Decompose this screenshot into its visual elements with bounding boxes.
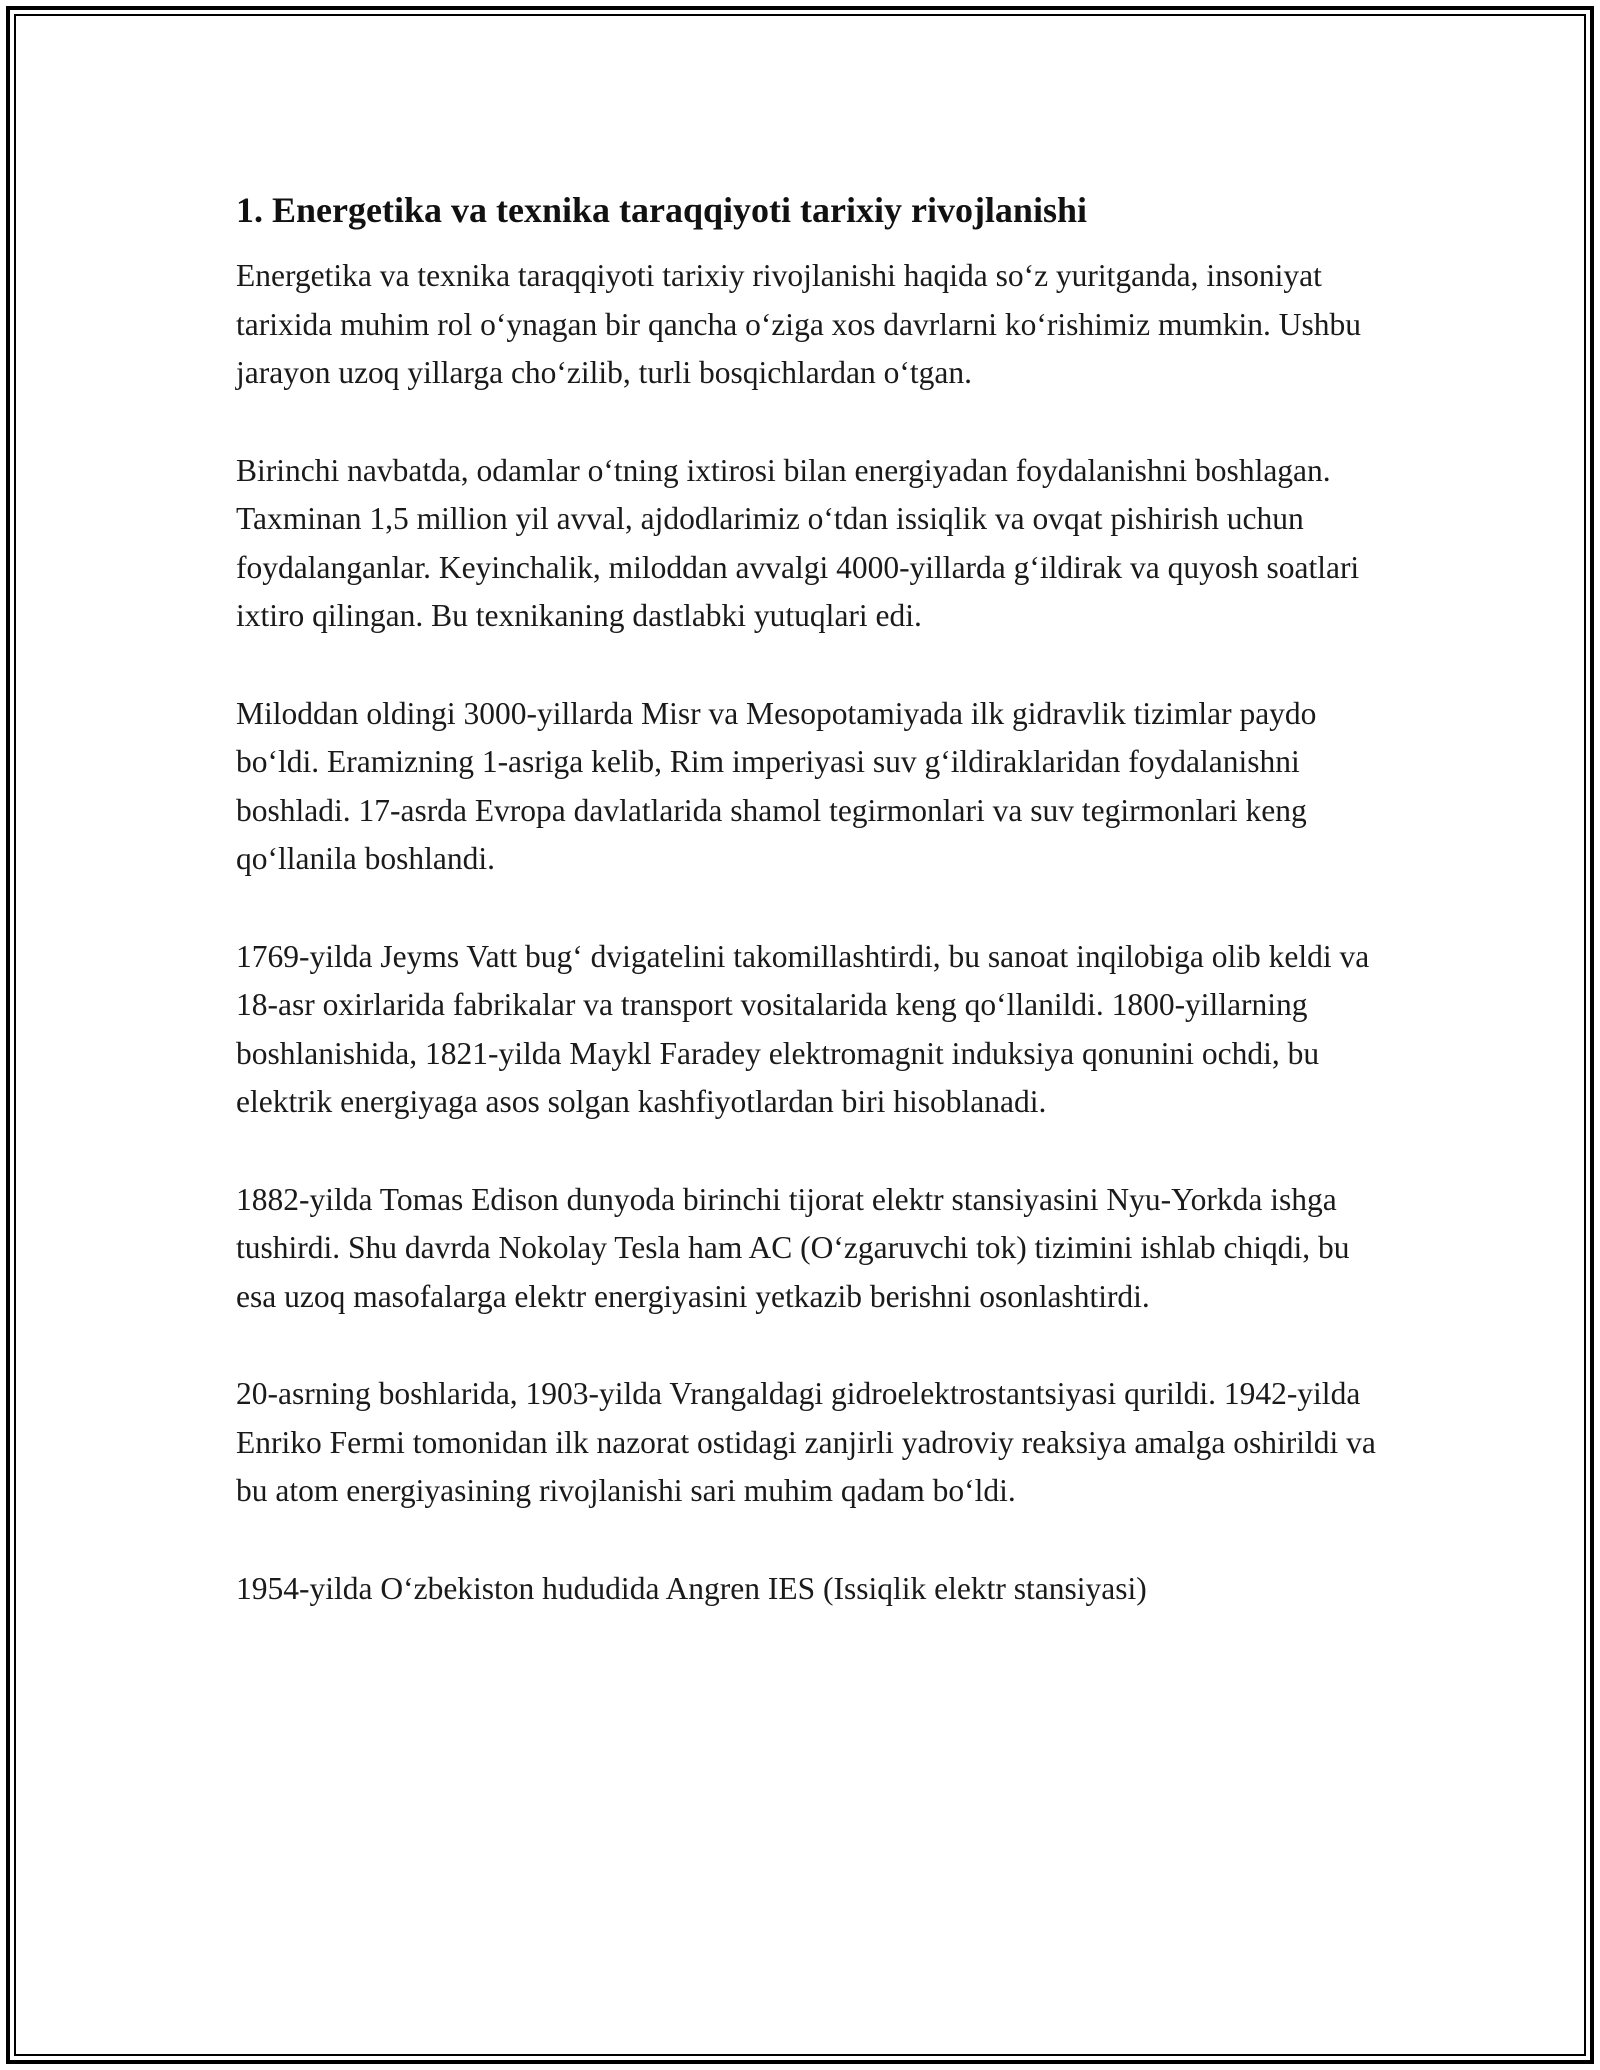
paragraph-steam-engine: 1769-yilda Jeyms Vatt bug‘ dvigatelini takomillashtirdi, bu sanoat inqilobiga olib keldi va 18-asr oxirlarida fabrikalar va transport vositalarida keng qo‘llanildi. 1800-yillarning boshlanishida, 1821-yilda Maykl Faradey elektromagnit induksiya qonunini ochdi, bu elektrik energiyaga asos solgan kashfiyotlardan biri hisoblanadi. xyxy=(236,938,1370,1119)
paragraph-hydraulics: Miloddan oldingi 3000-yillarda Misr va Mesopotamiyada ilk gidravlik tizimlar paydo bo‘ldi. Eramizning 1-asriga kelib, Rim imperiyasi suv g‘ildiraklaridan foydalanishni boshladi. 17-asrda Evropa davlatlarida shamol tegirmonlari va suv tegirmonlari keng qo‘llanila boshlandi. xyxy=(236,695,1317,876)
paragraph-fire-wheel: Birinchi navbatda, odamlar o‘tning ixtirosi bilan energiyadan foydalanishni boshlagan. Taxminan 1,5 million yil avval, ajdodlarimiz o‘tdan issiqlik va ovqat pishirish uchun foydalanganlar. Keyinchalik, miloddan avvalgi 4000-yillarda g‘ildirak va quyosh soatlari ixtiro qilingan. Bu texnikaning dastlabki yutuqlari edi. xyxy=(236,452,1360,633)
paragraph-20th-century: 20-asrning boshlarida, 1903-yilda Vrangaldagi gidroelektrostantsiyasi qurildi. 1942-yilda Enriko Fermi tomonidan ilk nazorat ostidagi zanjirli yadroviy reaksiya amalga oshirildi va bu atom energiyasining rivojlanishi sari muhim qadam bo‘ldi. xyxy=(236,1376,1376,1508)
document-body xyxy=(236,186,1376,1662)
paragraph-intro: Energetika va texnika taraqqiyoti tarixiy rivojlanishi haqida so‘z yuritganda, insoniyat tarixida muhim rol o‘ynagan bir qancha o‘ziga xos davrlarni ko‘rishimiz mumkin. Ushbu jarayon uzoq yillarga cho‘zilib, turli bosqichlardan o‘tgan. xyxy=(236,258,1361,390)
paragraph-edison-tesla: 1882-yilda Tomas Edison dunyoda birinchi tijorat elektr stansiyasini Nyu-Yorkda ishga tushirdi. Shu davrda Nokolay Tesla ham AC (O‘zgaruvchi tok) tizimini ishlab chiqdi, bu esa uzoq masofalarga elektr energiyasini yetkazib berishni osonlashtirdi. xyxy=(236,1181,1350,1314)
paragraph-uzbekistan: 1954-yilda O‘zbekiston hududida Angren IES (Issiqlik elektr stansiyasi) xyxy=(236,1570,1147,1606)
document-title: 1. Energetika va texnika taraqqiyoti tarixiy rivojlanishi xyxy=(236,190,1087,230)
